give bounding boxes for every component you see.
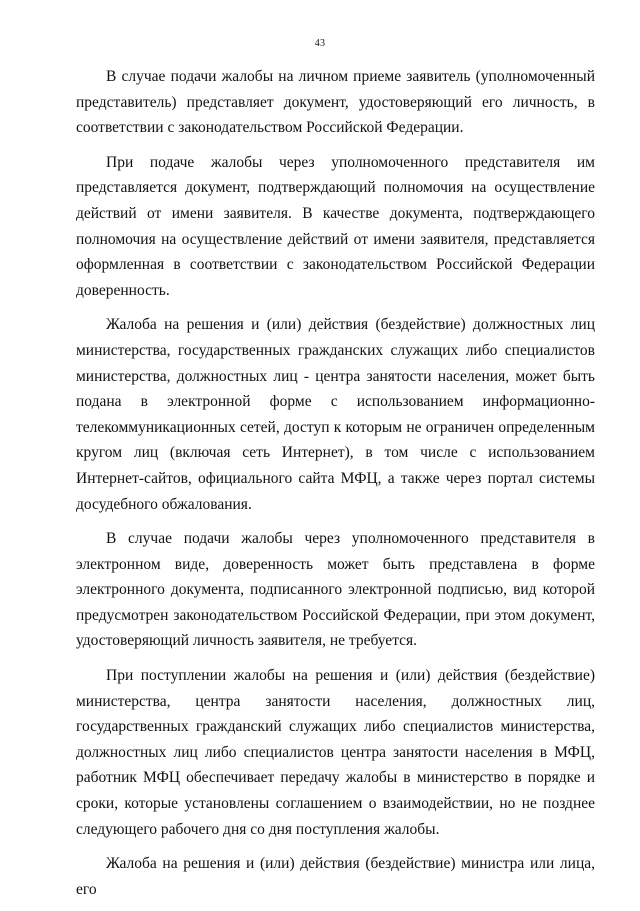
page-number: 43 (314, 38, 326, 49)
paragraph-electronic-power-of-attorney: В случае подачи жалобы через уполномоченного представителя в электронном виде, доверенность может быть представлена в форме электронного документа, подписанного электронной подписью, вид которой предусмотрен законодательством Российской Федерации, при этом документ, удостоверяющий личность заявителя, не требуется. (76, 530, 595, 650)
paragraph-authorized-representative: При подаче жалобы через уполномоченного представителя им представляется документ, подтверждающий полномочия на осуществление действий от имени заявителя. В качестве документа, подтверждающего полномочия на осуществление действий от имени заявителя, представляется оформленная в соответствии с законодательством Российской Федерации доверенность. (76, 153, 595, 299)
paragraph-minister-complaint: Жалоба на решения и (или) действия (бездействие) министра или лица, его (76, 855, 595, 898)
paragraph-electronic-submission: Жалоба на решения и (или) действия (бездействие) должностных лиц министерства, государственных гражданских служащих либо специалистов министерства, должностных лиц - центра занятости населения, может быть подана в электронной форме с использованием информационно-телекоммуникационных сетей, доступ к которым не ограничен определенным кругом лиц (включая сеть Интернет), в том числе с использованием Интернет-сайтов, официального сайта МФЦ, а также через портал системы досудебного обжалования. (76, 316, 595, 513)
paragraph-mfc-transfer: При поступлении жалобы на решения и (или) действия (бездействие) министерства, центра занятости населения, должностных лиц, государственных гражданский служащих либо специалистов министерства, должностных лиц либо специалистов центра занятости населения в МФЦ, работник МФЦ обеспечивает передачу жалобы в министерство в порядке и сроки, которые установлены соглашением о взаимодействии, но не позднее следующего рабочего дня со дня поступления жалобы. (76, 667, 595, 838)
paragraph-personal-reception: В случае подачи жалобы на личном приеме заявитель (уполномоченный представитель) представляет документ, удостоверяющий его личность, в соответствии с законодательством Российской Федерации. (76, 68, 595, 137)
document-body (76, 64, 595, 911)
